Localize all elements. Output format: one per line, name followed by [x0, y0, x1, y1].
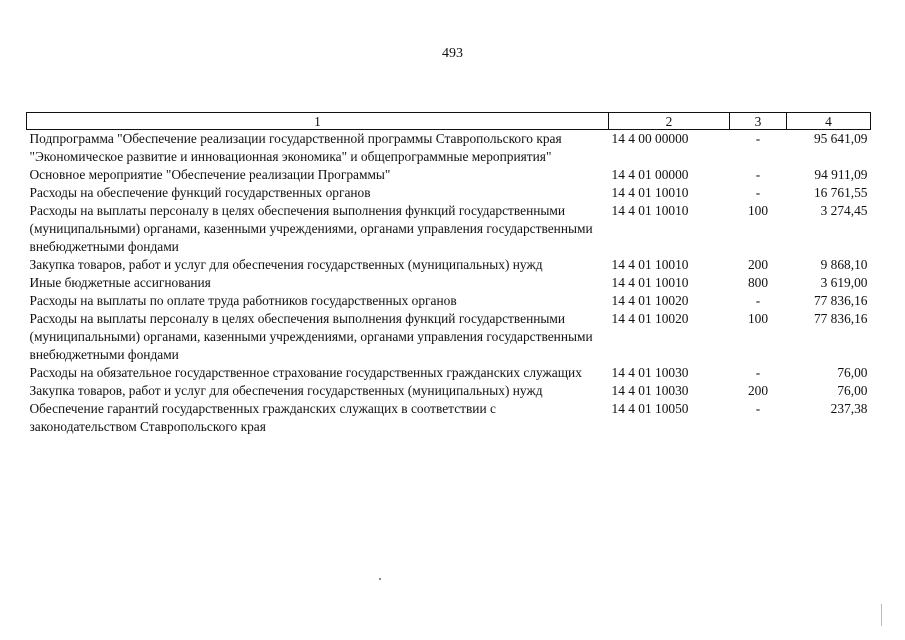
row-sum: 94 911,09	[814, 167, 868, 182]
row-sum: 95 641,09	[813, 131, 868, 146]
row-name: Расходы на выплаты по оплате труда работников государственных органов	[29, 293, 457, 308]
scan-speck	[379, 578, 381, 580]
row-name: Подпрограмма "Обеспечение реализации государственной программы Ставропольского края "Экономическое развитие и инновационная экономика" и общепрограммные мероприятия"	[29, 131, 562, 164]
table-row	[27, 274, 871, 292]
row-name: Расходы на выплаты персоналу в целях обеспечения выполнения функций государственными (муниципальными) органами, казенными учреждениями, органами управления государственными внебюджетными фондами	[29, 203, 593, 254]
row-code: 14 4 00 00000	[611, 131, 689, 146]
row-sum: 76,00	[837, 383, 868, 398]
table-row	[27, 202, 871, 256]
row-name: Закупка товаров, работ и услуг для обеспечения государственных (муниципальных) нужд	[29, 383, 543, 398]
row-type: -	[755, 131, 761, 146]
row-sum: 9 868,10	[820, 257, 868, 272]
row-code: 14 4 01 10010	[611, 275, 689, 290]
row-sum: 3 619,00	[820, 275, 868, 290]
row-type: -	[755, 401, 761, 416]
table-row	[27, 256, 871, 274]
row-name: Обеспечение гарантий государственных гражданских служащих в соответствии с законодательством Ставропольского края	[29, 401, 496, 434]
row-sum: 16 761,55	[813, 185, 868, 200]
row-type: 800	[747, 275, 769, 290]
row-type: 100	[747, 311, 769, 326]
table-row	[27, 310, 871, 364]
row-type: -	[755, 167, 761, 182]
row-code: 14 4 01 10010	[611, 203, 689, 218]
column-header-code: 2	[609, 113, 730, 130]
row-type: 200	[747, 383, 769, 398]
row-name: Закупка товаров, работ и услуг для обеспечения государственных (муниципальных) нужд	[29, 257, 543, 272]
row-code: 14 4 01 10030	[611, 383, 689, 398]
table-row	[27, 364, 871, 382]
row-code: 14 4 01 10010	[611, 257, 689, 272]
row-type: 100	[747, 203, 769, 218]
row-sum: 237,38	[830, 401, 868, 416]
table-row	[27, 166, 871, 184]
row-code: 14 4 01 10020	[611, 311, 689, 326]
row-sum: 77 836,16	[813, 311, 868, 326]
table-row	[27, 130, 871, 167]
column-header-name: 1	[27, 113, 609, 130]
row-code: 14 4 01 10030	[611, 365, 689, 380]
table-row	[27, 184, 871, 202]
table-row	[27, 292, 871, 310]
row-type: -	[755, 185, 761, 200]
table-row	[27, 400, 871, 436]
scan-edge-mark	[881, 604, 882, 626]
column-header-type: 3	[730, 113, 787, 130]
row-name: Расходы на выплаты персоналу в целях обеспечения выполнения функций государственными (муниципальными) органами, казенными учреждениями, органами управления государственными внебюджетными фондами	[29, 311, 593, 362]
page-number: 493	[442, 46, 463, 61]
row-type: -	[755, 365, 761, 380]
row-name: Основное мероприятие "Обеспечение реализации Программы"	[29, 167, 391, 182]
table-row	[27, 382, 871, 400]
row-sum: 3 274,45	[820, 203, 868, 218]
row-name: Иные бюджетные ассигнования	[29, 275, 211, 290]
row-code: 14 4 01 10010	[611, 185, 689, 200]
row-type: -	[755, 293, 761, 308]
budget-table	[26, 112, 871, 436]
row-type: 200	[747, 257, 769, 272]
column-header-sum: 4	[787, 113, 871, 130]
row-code: 14 4 01 10050	[611, 401, 689, 416]
row-code: 14 4 01 00000	[611, 167, 689, 182]
table-header-row	[27, 113, 871, 130]
row-name: Расходы на обеспечение функций государственных органов	[29, 185, 371, 200]
row-code: 14 4 01 10020	[611, 293, 689, 308]
row-name: Расходы на обязательное государственное страхование государственных гражданских служащих	[29, 365, 582, 380]
row-sum: 76,00	[837, 365, 868, 380]
row-sum: 77 836,16	[813, 293, 868, 308]
